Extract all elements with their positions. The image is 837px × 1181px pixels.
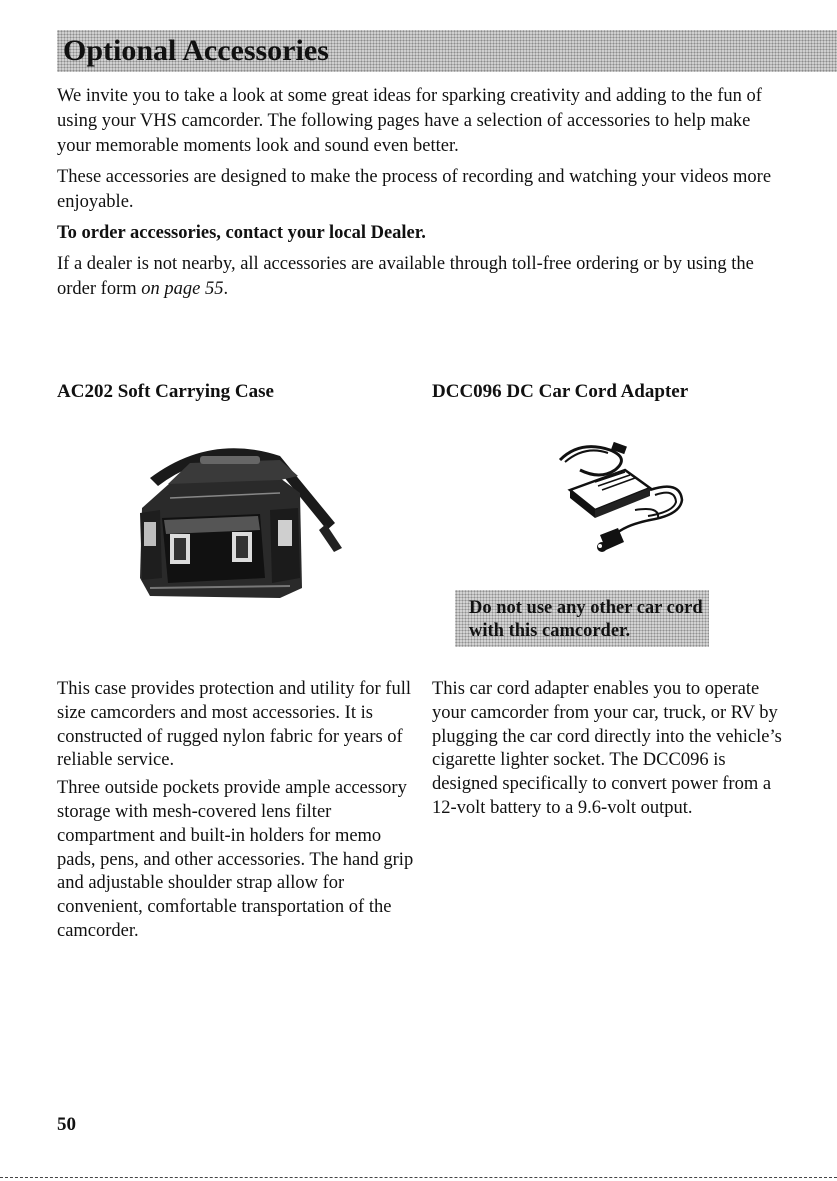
- intro-section: [57, 84, 777, 308]
- car-cord-adapter-paragraph-1: This car cord adapter enables you to operate your camcorder from your car, truck, or RV by plugging the car cord directly into the vehicle’s cigarette lighter socket. The DCC096 is designed specifically to convert power from a 12-volt battery to a 9.6-volt output.: [432, 679, 782, 818]
- order-instruction: [57, 221, 777, 246]
- carrying-case-description: [57, 678, 417, 948]
- car-cord-adapter-illustration: [540, 440, 690, 565]
- page-number: 50: [57, 1114, 76, 1135]
- intro-paragraph-2: These accessories are designed to make the process of recording and watching your videos more enjoyable.: [57, 167, 772, 212]
- car-cord-adapter-description: [432, 678, 782, 825]
- intro-paragraph-1: We invite you to take a look at some great ideas for sparking creativity and adding to the fun of using your VHS camcorder. The following pages have a selection of accessories to help make your memorable moments look and sound even better.: [57, 86, 762, 156]
- intro-paragraph-4-text: If a dealer is not nearby, all accessories are available through toll-free ordering or by using the order form: [57, 254, 754, 299]
- carrying-case-illustration: [130, 438, 345, 603]
- intro-paragraph-4-end: .: [223, 279, 229, 299]
- order-instruction-text: To order accessories, contact your local Dealer.: [57, 223, 426, 243]
- carrying-case-paragraph-2: Three outside pockets provide ample accessory storage with mesh-covered lens filter compartment and built-in holders for memo pads, pens, and other accessories. The hand grip and adjustable shoulder strap allow for convenient, comfortable transportation of the camcorder.: [57, 778, 414, 941]
- order-form-page-link[interactable]: on page 55: [141, 279, 224, 299]
- car-cord-warning: Do not use any other car cord with this camcorder.: [455, 590, 709, 647]
- intro-paragraph-4: [57, 252, 777, 302]
- carrying-case-paragraph-1: This case provides protection and utility for full size camcorders and most accessories. It is constructed of rugged nylon fabric for years of reliable service.: [57, 679, 411, 771]
- page-title: Optional Accessories: [63, 34, 329, 67]
- car-cord-adapter-heading: DCC096 DC Car Cord Adapter: [432, 381, 689, 402]
- carrying-case-heading: AC202 Soft Carrying Case: [57, 381, 274, 402]
- bottom-divider: [0, 1177, 837, 1178]
